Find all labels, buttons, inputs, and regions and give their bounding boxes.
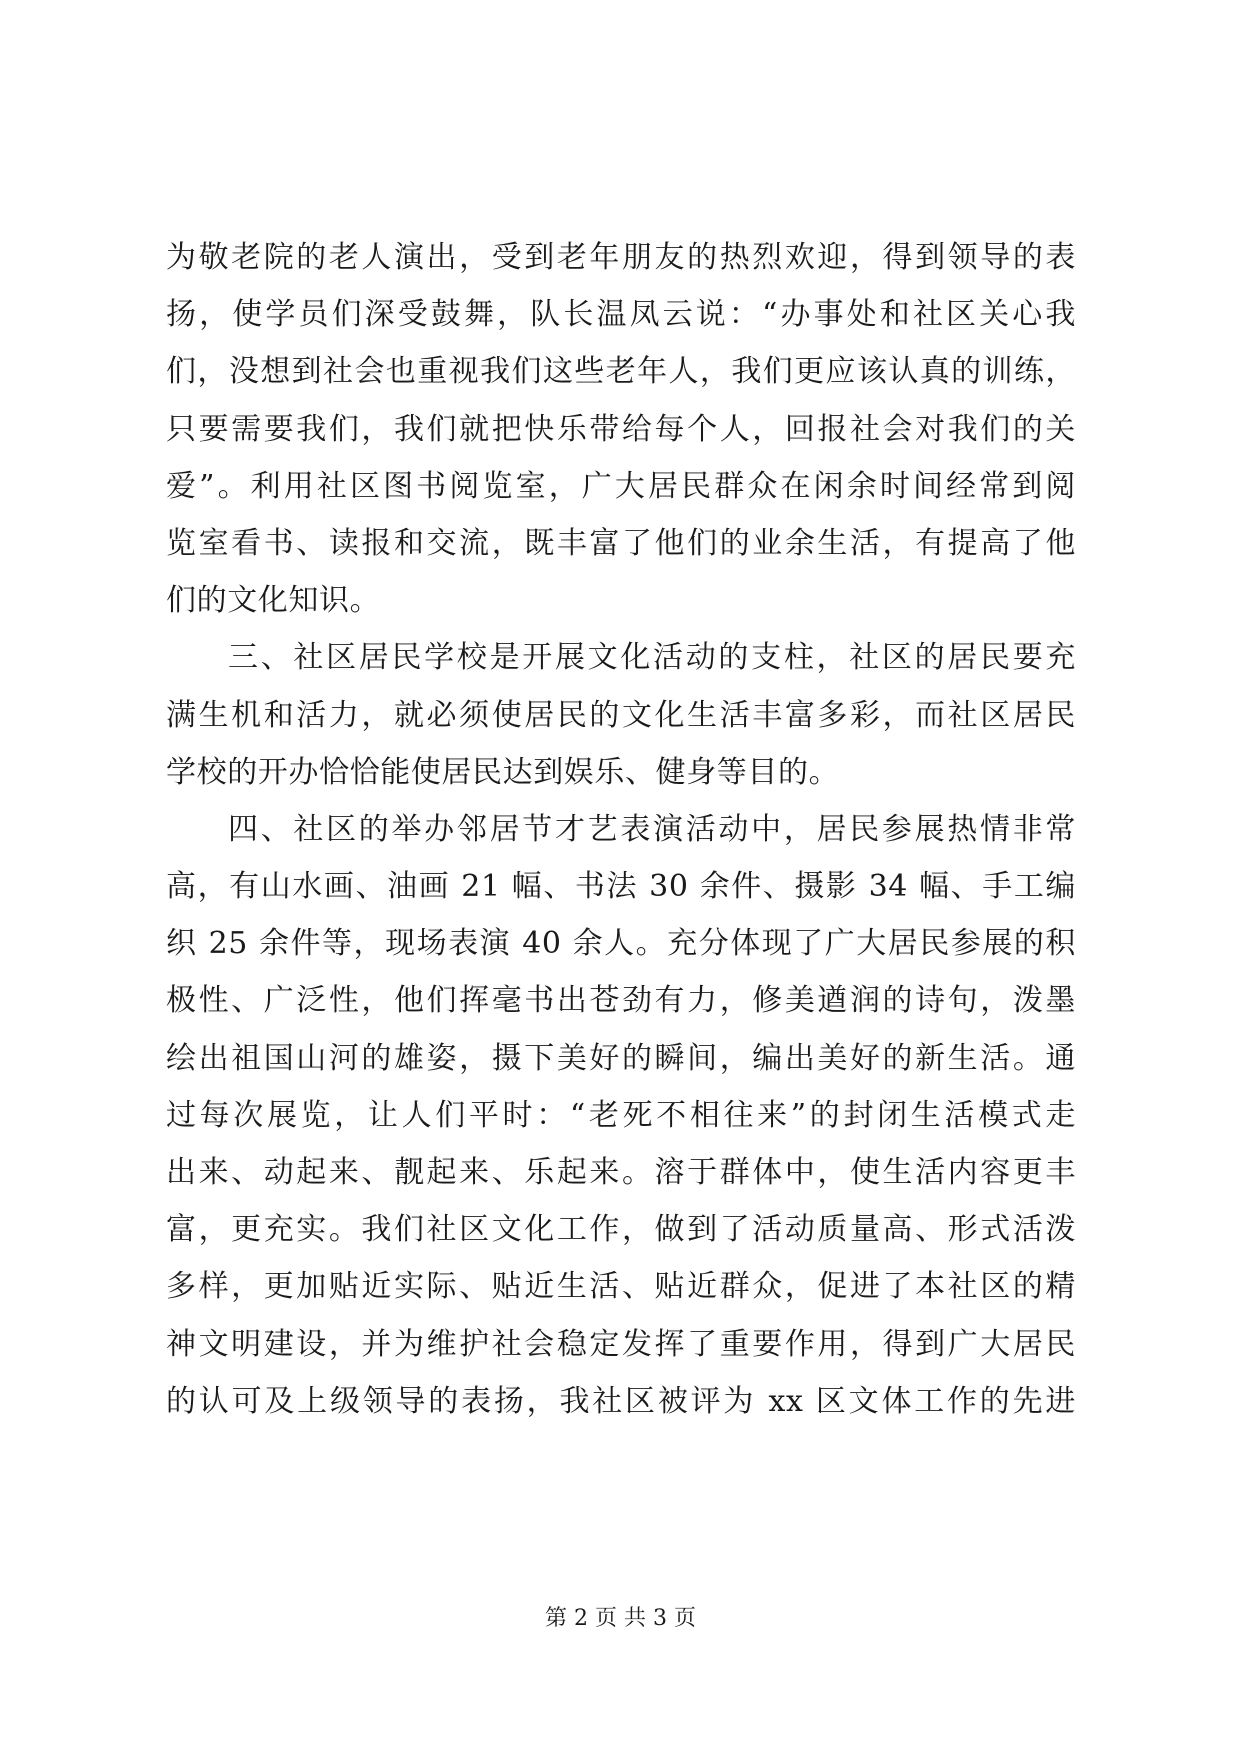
text-line: 极性、广泛性，他们挥毫书出苍劲有力，修美遒润的诗句，泼墨 — [166, 983, 1076, 1019]
text-line: 绘出祖国山河的雄姿，摄下美好的瞬间，编出美好的新生活。通 — [166, 1040, 1076, 1076]
text-line: 富，更充实。我们社区文化工作，做到了活动质量高、形式活泼 — [166, 1212, 1076, 1248]
text-line: 的认可及上级领导的表扬，我社区被评为 xx 区文体工作的先进 — [166, 1383, 1076, 1419]
body-text — [166, 229, 1076, 1430]
text-line: 们，没想到社会也重视我们这些老年人，我们更应该认真的训练， — [166, 354, 1076, 390]
text-line: 过每次展览，让人们平时：“老死不相往来”的封闭生活模式走 — [166, 1097, 1076, 1133]
page-number-footer: 第 2 页 共 3 页 — [545, 1606, 696, 1631]
text-line: 出来、动起来、靓起来、乐起来。溶于群体中，使生活内容更丰 — [166, 1155, 1076, 1190]
paragraph-start-line: 四、社区的举办邻居节才艺表演活动中，居民参展热情非常 — [228, 811, 1076, 847]
text-line: 为敬老院的老人演出，受到老年朋友的热烈欢迎，得到领导的表 — [166, 240, 1076, 275]
text-line: 织 25 余件等，现场表演 40 余人。充分体现了广大居民参展的积 — [166, 926, 1076, 962]
text-line: 只要需要我们，我们就把快乐带给每个人，回报社会对我们的关 — [166, 411, 1076, 447]
text-line: 学校的开办恰恰能使居民达到娱乐、健身等目的。 — [166, 754, 840, 790]
text-line: 览室看书、读报和交流，既丰富了他们的业余生活，有提高了他 — [166, 525, 1076, 561]
paragraph-start-line: 三、社区居民学校是开展文化活动的支柱，社区的居民要充 — [228, 640, 1076, 676]
text-line: 高，有山水画、油画 21 幅、书法 30 余件、摄影 34 幅、手工编 — [166, 869, 1076, 905]
text-line: 爱”。利用社区图书阅览室，广大居民群众在闲余时间经常到阅 — [166, 468, 1076, 504]
text-line: 神文明建设，并为维护社会稳定发挥了重要作用，得到广大居民 — [166, 1326, 1076, 1362]
text-line: 们的文化知识。 — [166, 583, 381, 619]
text-line: 多样，更加贴近实际、贴近生活、贴近群众，促进了本社区的精 — [166, 1269, 1076, 1305]
text-line: 满生机和活力，就必须使居民的文化生活丰富多彩，而社区居民 — [166, 697, 1076, 733]
text-line: 扬，使学员们深受鼓舞，队长温凤云说：“办事处和社区关心我 — [166, 297, 1076, 333]
